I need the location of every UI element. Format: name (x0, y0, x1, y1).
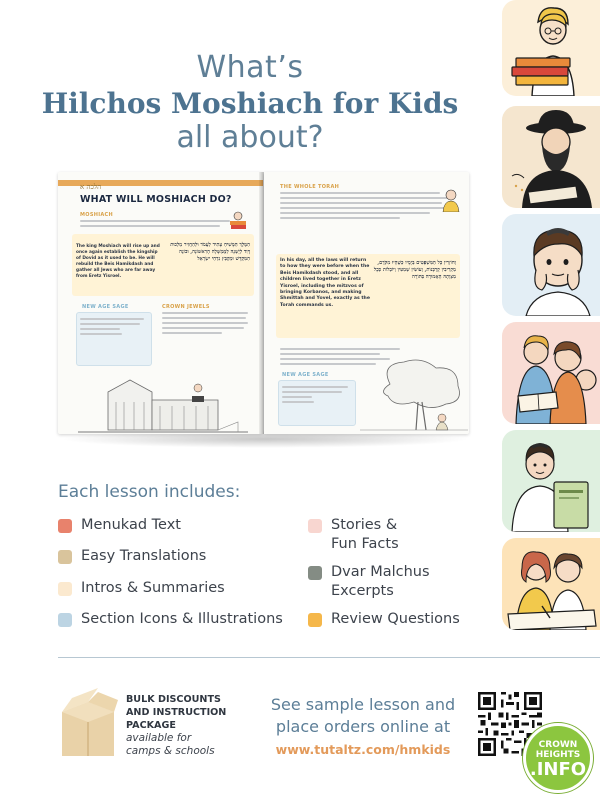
feature-label: Stories & Fun Facts (331, 517, 399, 552)
body-line (280, 207, 450, 209)
feature-easy-translations (58, 547, 206, 566)
feature-swatch (58, 550, 72, 564)
headline (30, 50, 470, 155)
feature-review-questions (308, 610, 460, 629)
feature-label: Section Icons & Illustrations (81, 611, 283, 627)
halacha-tag: הלכה א (80, 183, 102, 191)
body-line (282, 401, 314, 403)
hebrew-text: הַמֶּלֶךְ הַמָּשִׁיחַ עָתִיד לַעֲמֹד וּלְהַחֲזִיר מַלְכוּת דָּוִד לְיָשְׁנָהּ לַמֶּמְשָׁלָה הָרִאשׁוֹנָה, וּבוֹנֶה הַמִּקְדָּשׁ וּמְקַבֵּץ נִדְחֵי יִשְׂרָאֵל (170, 242, 250, 262)
illustration-girls-writing (502, 538, 600, 630)
feature-label: Intros & Summaries (81, 580, 225, 596)
order-link[interactable]: www.tutaltz.com/hmkids (275, 742, 451, 757)
feature-swatch (58, 519, 72, 533)
feature-label: Dvar Malchus Excerpts (331, 564, 430, 599)
watermark-badge (523, 723, 593, 793)
lesson-heading: Each lesson includes: (58, 482, 241, 502)
mini-illustration (440, 188, 462, 212)
section-label: NEW AGE SAGE (282, 372, 329, 378)
section-label: CROWN JEWELS (162, 304, 210, 310)
body-line (282, 386, 348, 388)
bulk-subtitle: available for camps & schools (126, 732, 215, 757)
body-line (80, 323, 140, 325)
body-line (80, 318, 144, 320)
watermark-line-3: .INFO (529, 759, 587, 780)
section-divider (58, 657, 600, 658)
headline-product-name: Hilchos Moshiach for Kids (41, 87, 459, 120)
illustration-boy-thinking (502, 214, 600, 316)
illustration-chassid-learning (502, 106, 600, 208)
body-line (162, 317, 246, 319)
feature-label: Review Questions (331, 611, 460, 627)
headline-line-3: all about? (176, 120, 324, 155)
body-line (280, 192, 440, 194)
body-line (162, 327, 244, 329)
order-cta (256, 694, 470, 757)
body-line (282, 391, 342, 393)
feature-label: Easy Translations (81, 548, 207, 564)
section-label: NEW AGE SAGE (82, 304, 129, 310)
feature-intros-summaries (58, 579, 225, 598)
headline-line-1: What’s (196, 50, 304, 85)
body-line (80, 225, 220, 227)
body-line (80, 333, 122, 335)
body-line (162, 332, 222, 334)
body-line (280, 202, 442, 204)
body-line (162, 322, 248, 324)
page-kicker: THE WHOLE TORAH (280, 184, 340, 190)
body-line (280, 217, 400, 219)
page-heading: WHAT WILL MOSHIACH DO? (80, 194, 232, 205)
feature-stories-fun-facts (308, 516, 399, 554)
tree-illustration (360, 358, 468, 432)
body-line (280, 197, 448, 199)
watermark-line-2: HEIGHTS (535, 750, 581, 760)
feature-menukad-text (58, 516, 181, 535)
hebrew-text: וְחוֹזְרִין כָּל הַמִּשְׁפָּטִים בְּיָמָיו כְּשֶׁהָיוּ מִקֹּדֶם, מַקְרִיבִין קָרְבָּנוֹת, וְעוֹשִׂין שְׁמִטִּין וְיוֹבְלוֹת כְּכָל מִצְוָתָהּ הָאֲמוּרָה בַּתּוֹרָה (373, 260, 456, 280)
body-line (280, 348, 400, 350)
book-right-page (264, 172, 469, 434)
bulk-discounts (126, 693, 256, 758)
illustration-family-reading (502, 322, 600, 424)
feature-label: Menukad Text (81, 517, 181, 533)
feature-dvar-malchus (308, 563, 430, 601)
body-line (80, 328, 120, 330)
bulk-title: BULK DISCOUNTS AND INSTRUCTION PACKAGE (126, 694, 227, 731)
feature-section-icons (58, 610, 283, 629)
body-line (280, 212, 430, 214)
body-line (162, 312, 248, 314)
feature-swatch (58, 582, 72, 596)
mini-illustration (228, 210, 248, 232)
illustration-boy-with-book (502, 430, 600, 532)
page-kicker: MOSHIACH (80, 212, 113, 218)
sidebar-box (76, 312, 152, 366)
book-left-page (58, 172, 263, 434)
feature-swatch (58, 613, 72, 627)
temple-illustration (68, 372, 258, 434)
feature-swatch (308, 613, 322, 627)
box-icon (58, 686, 118, 760)
english-text: The king Moshiach will rise up and once again establish the kingship of Dovid as it used to be. He will rebuild the Beis Hamikdash and gather all Jews who are far away from Eretz Yisroel. (76, 244, 160, 279)
cta-text: See sample lesson and place orders online at (270, 695, 456, 736)
body-line (282, 396, 312, 398)
body-line (280, 353, 380, 355)
book-spread-preview (56, 172, 472, 444)
watermark-line-1: CROWN (538, 740, 578, 750)
feature-swatch (308, 519, 322, 533)
feature-swatch (308, 566, 322, 580)
english-text: In his day, all the laws will return to how they were before when the Beis Hamikdash stood, and all children lived together in Eretz Yisroel, including the mitzvos of bringing Korbanos, and making Shmittah and Yovel, exactly as the Torah commands us. (280, 258, 370, 308)
illustration-girl-books (502, 0, 600, 96)
body-line (80, 220, 230, 222)
